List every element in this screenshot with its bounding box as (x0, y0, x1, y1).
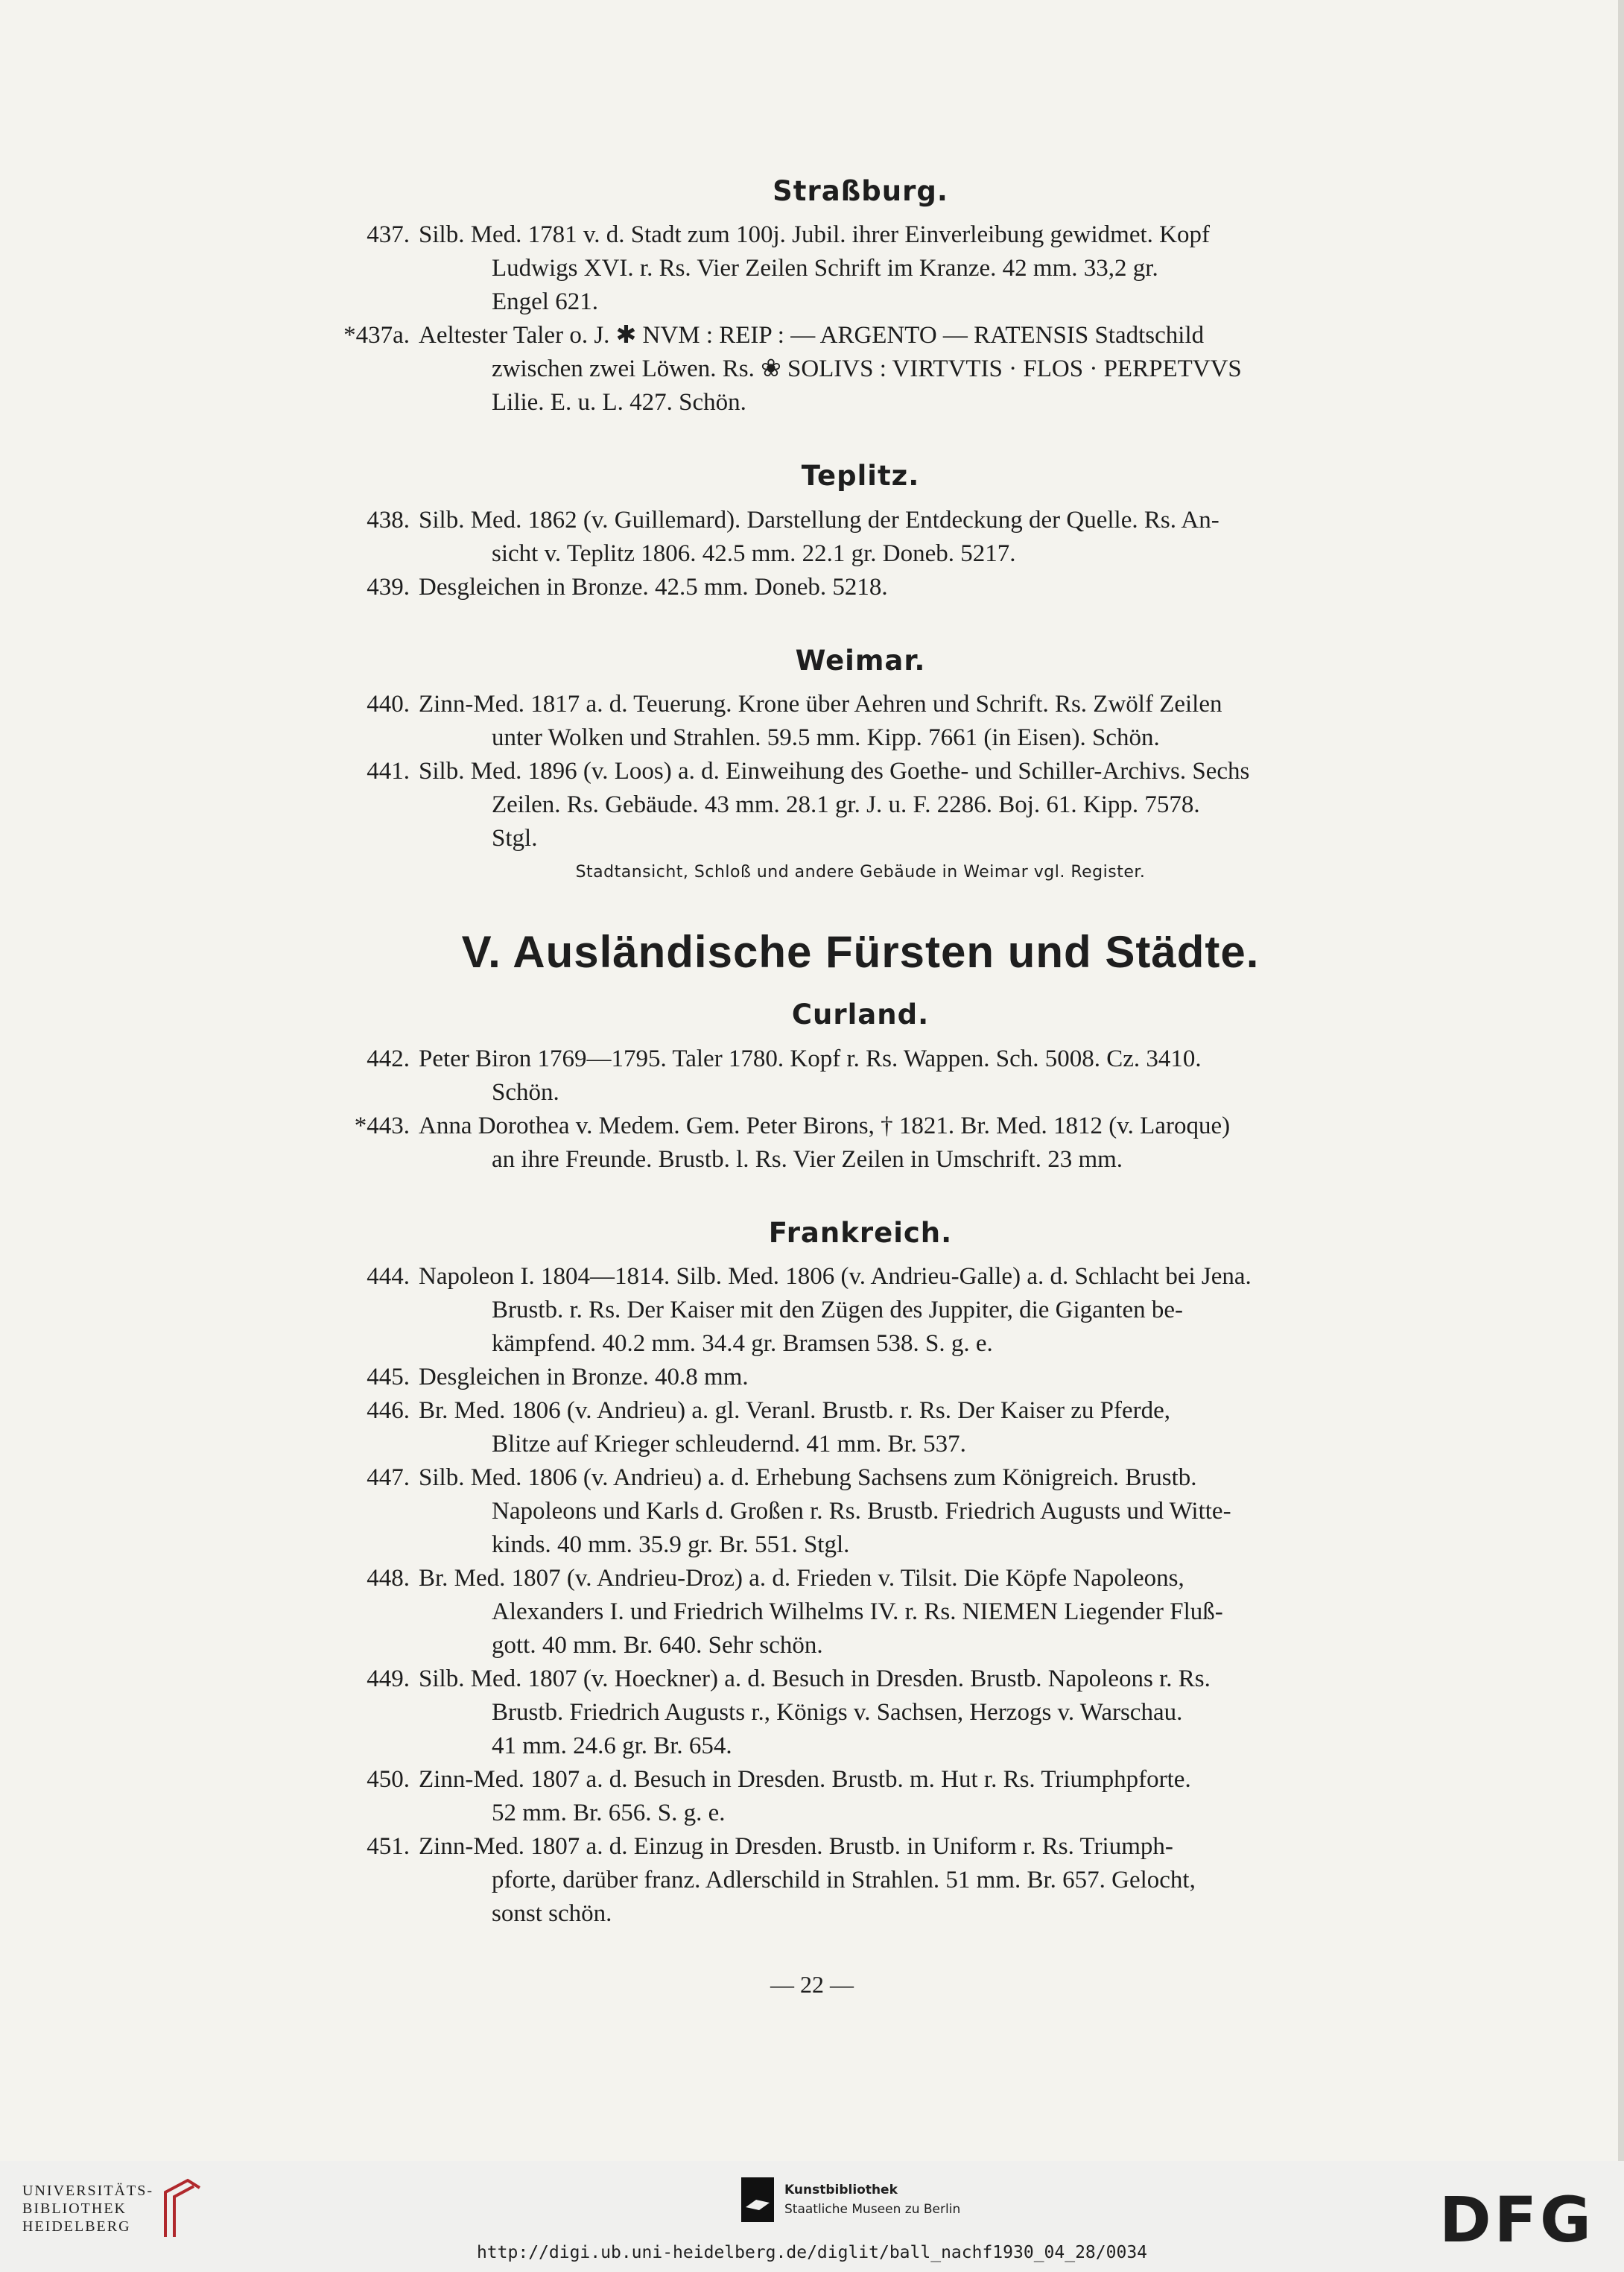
entry-number: 440. (367, 691, 410, 718)
entry-number: *437a. (343, 322, 410, 349)
entry-text (419, 1260, 1393, 1361)
catalog-entry (328, 1260, 1393, 1361)
ub-line-1: UNIVERSITÄTS- (22, 2183, 153, 2199)
entry-text (419, 688, 1393, 755)
entry-first-line: Desgleichen in Bronze. 40.8 mm. (419, 1363, 749, 1390)
entry-first-line: Zinn-Med. 1807 a. d. Besuch in Dresden. Brustb. m. Hut r. Rs. Triumphpforte. (419, 1765, 1191, 1793)
entry-number: 451. (367, 1832, 410, 1860)
entry-continuation-line: Schön. (492, 1078, 559, 1106)
kb-subtitle: Staatliche Museen zu Berlin (784, 2202, 961, 2217)
catalog-entry (328, 1461, 1393, 1562)
heading-teplitz: Teplitz. (801, 460, 920, 493)
entry-continuation-line: Ludwigs XVI. r. Rs. Vier Zeilen Schrift im Kranze. 42 mm. 33,2 gr. (492, 255, 1158, 282)
entry-first-line: Anna Dorothea v. Medem. Gem. Peter Birons, † 1821. Br. Med. 1812 (v. Laroque) (419, 1112, 1231, 1139)
entry-number: 444. (367, 1262, 410, 1290)
entry-number: 441. (367, 758, 410, 785)
entry-number: *443. (354, 1112, 410, 1139)
catalog-entry (328, 1662, 1393, 1763)
page-content (328, 175, 1393, 1931)
page-edge (1618, 0, 1624, 2161)
catalog-entry (328, 504, 1393, 571)
entry-text (419, 1461, 1393, 1562)
entry-continuation-line: Napoleons und Karls d. Großen r. Rs. Brustb. Friedrich Augusts und Witte- (492, 1497, 1231, 1525)
entry-text (419, 218, 1393, 319)
entry-continuation-line: unter Wolken und Strahlen. 59.5 mm. Kipp. 7661 (in Eisen). Schön. (492, 724, 1160, 752)
entry-first-line: Aeltester Taler o. J. ✱ NVM : REIP : — ARGENTO — RATENSIS Stadtschild (419, 322, 1205, 349)
entry-text (419, 1110, 1393, 1177)
entry-number: 442. (367, 1045, 410, 1072)
part-title: V. Ausländische Fürsten und Städte. (461, 927, 1260, 978)
catalog-entry (328, 1562, 1393, 1662)
dfg-logo[interactable]: DFG (1439, 2183, 1594, 2256)
entry-text (419, 1763, 1393, 1830)
weimar-note: Stadtansicht, Schloß und andere Gebäude in Weimar vgl. Register. (575, 863, 1146, 882)
entry-first-line: Desgleichen in Bronze. 42.5 mm. Doneb. 5218. (419, 573, 888, 601)
entry-text (419, 755, 1393, 855)
entry-continuation-line: kinds. 40 mm. 35.9 gr. Br. 551. Stgl. (492, 1531, 850, 1558)
entry-continuation-line: Lilie. E. u. L. 427. Schön. (492, 389, 746, 417)
entries-weimar (328, 688, 1393, 855)
entry-text (419, 1662, 1393, 1763)
entry-number: 445. (367, 1363, 410, 1390)
entry-text (419, 1361, 1393, 1394)
entry-continuation-line: Engel 621. (492, 288, 598, 316)
catalog-entry (328, 1830, 1393, 1931)
entries-curland (328, 1042, 1393, 1177)
entry-continuation-line: Blitze auf Krieger schleudernd. 41 mm. Br. 537. (492, 1430, 966, 1458)
kb-title: Kunstbibliothek (784, 2183, 898, 2197)
catalog-entry (328, 1042, 1393, 1110)
entry-first-line: Silb. Med. 1781 v. d. Stadt zum 100j. Jubil. ihrer Einverleibung gewidmet. Kopf (419, 221, 1210, 249)
catalog-entry (328, 1361, 1393, 1394)
entry-continuation-line: an ihre Freunde. Brustb. l. Rs. Vier Zeilen in Umschrift. 23 mm. (492, 1145, 1123, 1173)
catalog-entry (328, 755, 1393, 855)
entry-text (419, 1830, 1393, 1931)
heading-frankreich: Frankreich. (768, 1216, 953, 1249)
kunstbibliothek-logo[interactable] (741, 2177, 960, 2222)
entries-frankreich (328, 1260, 1393, 1931)
heading-weimar: Weimar. (795, 644, 926, 677)
entry-text (419, 1562, 1393, 1662)
entry-first-line: Silb. Med. 1807 (v. Hoeckner) a. d. Besuch in Dresden. Brustb. Napoleons r. Rs. (419, 1665, 1211, 1692)
entry-text (419, 319, 1393, 420)
ub-line-3: HEIDELBERG (22, 2218, 131, 2235)
catalog-entry (328, 1394, 1393, 1461)
entries-teplitz (328, 504, 1393, 604)
entry-text (419, 1042, 1393, 1110)
permalink-url[interactable]: http://digi.ub.uni-heidelberg.de/diglit/ball_nachf1930_04_28/0034 (476, 2243, 1148, 2262)
heading-strassburg: Straßburg. (773, 175, 948, 207)
entry-text (419, 1394, 1393, 1461)
ub-heidelberg-logo[interactable] (22, 2177, 203, 2240)
catalog-entry (328, 1110, 1393, 1177)
entries-strassburg (328, 218, 1393, 420)
entry-first-line: Peter Biron 1769—1795. Taler 1780. Kopf r. Rs. Wappen. Sch. 5008. Cz. 3410. (419, 1045, 1202, 1072)
entry-continuation-line: Brustb. r. Rs. Der Kaiser mit den Zügen des Juppiter, die Giganten be- (492, 1296, 1183, 1323)
entry-continuation-line: 41 mm. 24.6 gr. Br. 654. (492, 1732, 732, 1759)
entry-first-line: Silb. Med. 1862 (v. Guillemard). Darstellung der Entdeckung der Quelle. Rs. An- (419, 506, 1219, 534)
entry-first-line: Br. Med. 1806 (v. Andrieu) a. gl. Veranl. Brustb. r. Rs. Der Kaiser zu Pferde, (419, 1396, 1171, 1424)
entry-continuation-line: kämpfend. 40.2 mm. 34.4 gr. Bramsen 538. S. g. e. (492, 1329, 993, 1357)
entry-first-line: Napoleon I. 1804—1814. Silb. Med. 1806 (v. Andrieu-Galle) a. d. Schlacht bei Jena. (419, 1262, 1252, 1290)
entry-first-line: Silb. Med. 1896 (v. Loos) a. d. Einweihung des Goethe- und Schiller-Archivs. Sechs (419, 758, 1250, 785)
catalog-entry (328, 218, 1393, 319)
entry-continuation-line: Zeilen. Rs. Gebäude. 43 mm. 28.1 gr. J. u. F. 2286. Boj. 61. Kipp. 7578. (492, 791, 1200, 819)
entry-number: 439. (367, 573, 410, 601)
entry-continuation-line: gott. 40 mm. Br. 640. Sehr schön. (492, 1631, 823, 1659)
entry-continuation-line: sonst schön. (492, 1899, 612, 1927)
entry-text (419, 504, 1393, 571)
entry-number: 447. (367, 1463, 410, 1491)
entry-continuation-line: Brustb. Friedrich Augusts r., Königs v. Sachsen, Herzogs v. Warschau. (492, 1698, 1183, 1726)
entry-first-line: Zinn-Med. 1817 a. d. Teuerung. Krone über Aehren und Schrift. Rs. Zwölf Zeilen (419, 691, 1222, 718)
entry-continuation-line: pforte, darüber franz. Adlerschild in Strahlen. 51 mm. Br. 657. Gelocht, (492, 1866, 1196, 1893)
catalog-entry (328, 1763, 1393, 1830)
entry-first-line: Silb. Med. 1806 (v. Andrieu) a. d. Erhebung Sachsens zum Königreich. Brustb. (419, 1463, 1197, 1491)
ub-emblem-icon (158, 2177, 203, 2240)
heading-curland: Curland. (791, 999, 930, 1031)
entry-continuation-line: Alexanders I. und Friedrich Wilhelms IV. r. Rs. NIEMEN Liegender Fluß- (492, 1598, 1223, 1625)
catalog-entry (328, 688, 1393, 755)
ub-line-2: BIBLIOTHEK (22, 2200, 127, 2217)
entry-number: 450. (367, 1765, 410, 1793)
entry-number: 448. (367, 1564, 410, 1592)
entry-number: 437. (367, 221, 410, 249)
catalog-entry (328, 571, 1393, 604)
entry-number: 438. (367, 506, 410, 534)
catalog-entry (328, 319, 1393, 420)
entry-number: 449. (367, 1665, 410, 1692)
page-number: — 22 — (770, 1971, 854, 1998)
entry-continuation-line: 52 mm. Br. 656. S. g. e. (492, 1799, 726, 1826)
entry-continuation-line: zwischen zwei Löwen. Rs. ❀ SOLIVS : VIRTVTIS · FLOS · PERPETVVS (492, 355, 1242, 383)
entry-first-line: Zinn-Med. 1807 a. d. Einzug in Dresden. Brustb. in Uniform r. Rs. Triumph- (419, 1832, 1173, 1860)
entry-continuation-line: sicht v. Teplitz 1806. 42.5 mm. 22.1 gr. Doneb. 5217. (492, 539, 1016, 567)
entry-first-line: Br. Med. 1807 (v. Andrieu-Droz) a. d. Frieden v. Tilsit. Die Köpfe Napoleons, (419, 1564, 1184, 1592)
entry-number: 446. (367, 1396, 410, 1424)
kunstbibliothek-eagle-icon (741, 2177, 774, 2222)
entry-continuation-line: Stgl. (492, 825, 538, 852)
entry-text (419, 571, 1393, 604)
